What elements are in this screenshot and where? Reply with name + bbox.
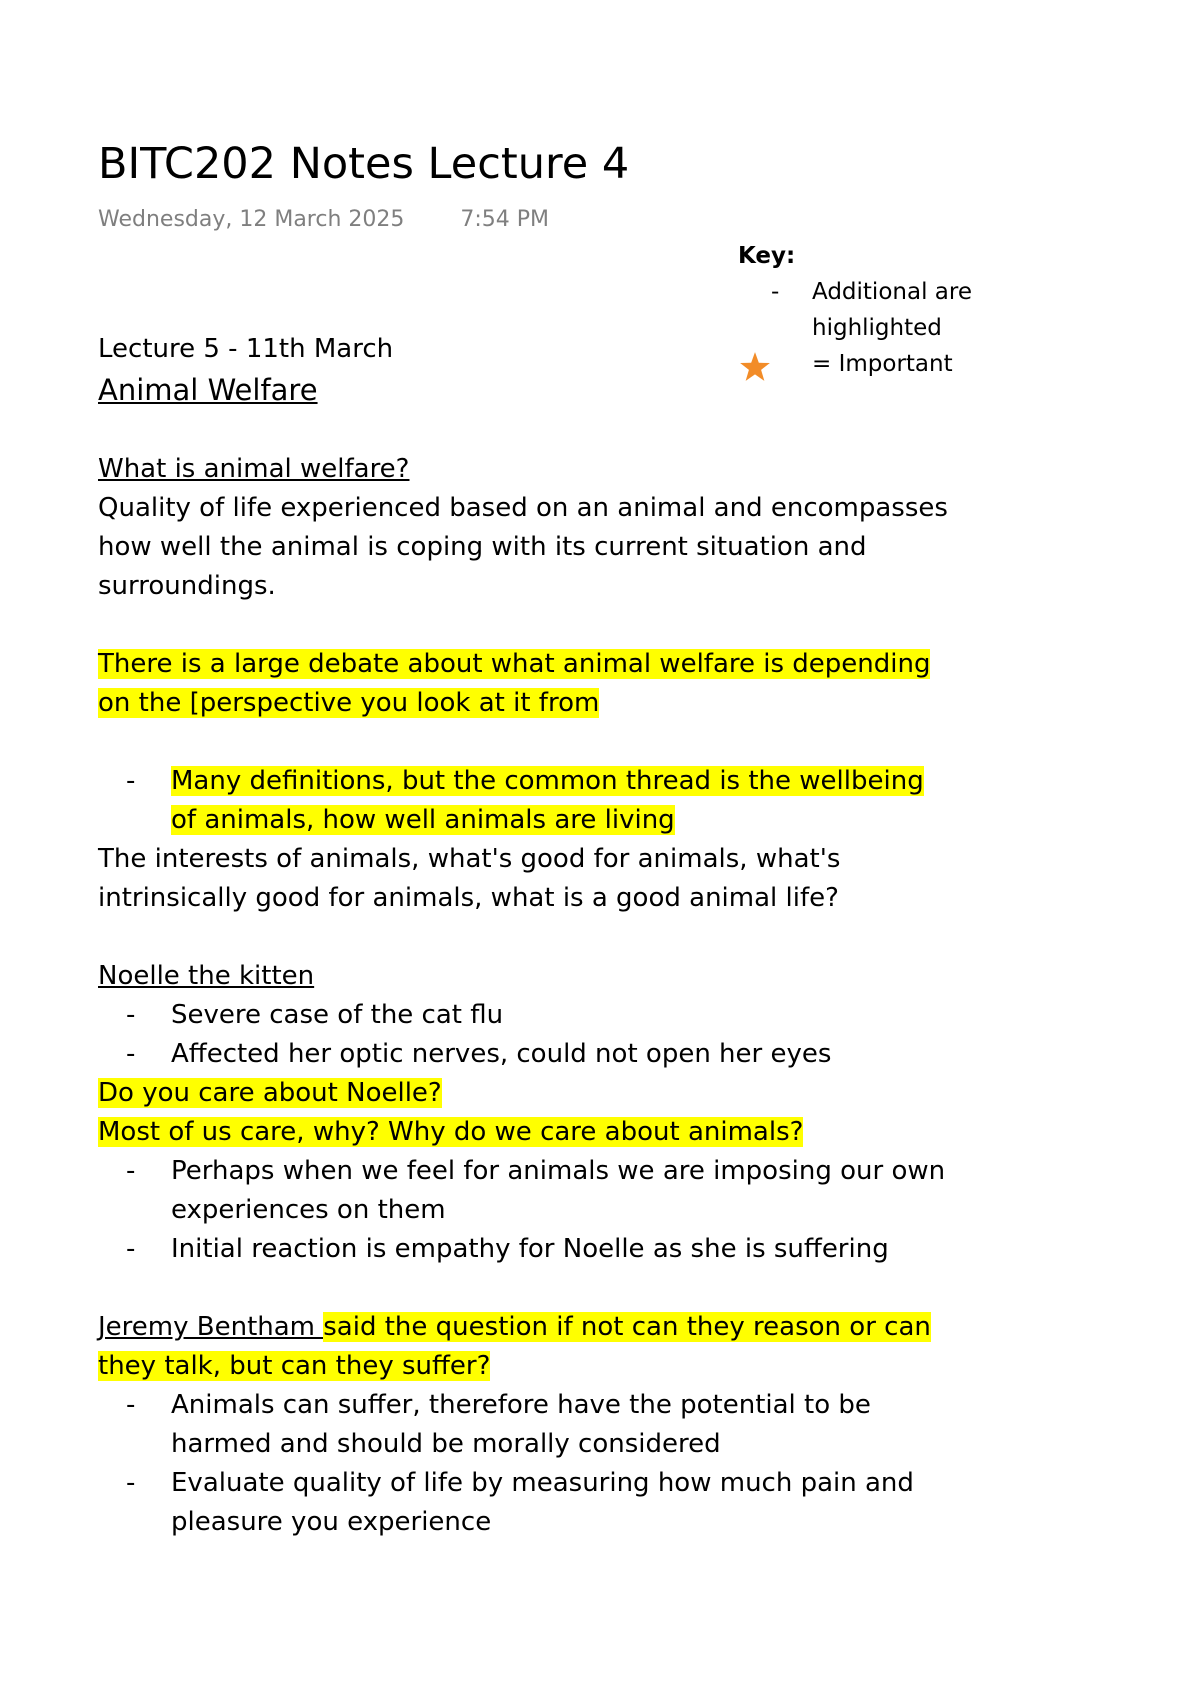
key-highlight-label: Additional are highlighted [812, 279, 972, 341]
key-title: Key: [738, 243, 796, 269]
key-star-label: = Important [812, 351, 953, 377]
bentham-quote: said the question if not can they reason or can they talk, but can they suffer? [98, 1312, 931, 1381]
bentham-name: Jeremy Bentham [98, 1312, 324, 1342]
bullet-dash: - [126, 1234, 136, 1264]
care-question-1 [98, 1074, 978, 1113]
debate-text: There is a large debate about what animal welfare is depending on the [perspective you look at it from [98, 649, 931, 718]
bullet-dash: - [126, 766, 136, 796]
definition-paragraph: Quality of life experienced based on an animal and encompasses how well the animal is coping with its current situation and surroundings. [98, 493, 948, 601]
page-date: Wednesday, 12 March 2025 [98, 207, 405, 232]
list-item [98, 996, 978, 1035]
list-item-text: Affected her optic nerves, could not open her eyes [171, 1039, 832, 1069]
bentham-list [98, 1386, 978, 1542]
definitions-list [98, 762, 978, 840]
list-item [98, 1230, 978, 1269]
care-question-2-text: Most of us care, why? Why do we care about animals? [98, 1117, 804, 1147]
noelle-heading: Noelle the kitten [98, 961, 315, 991]
bullet-dash: - [126, 1390, 136, 1420]
list-item-text: Animals can suffer, therefore have the potential to be harmed and should be morally considered [171, 1390, 871, 1459]
question-heading: What is animal welfare? [98, 454, 410, 484]
bullet-dash: - [126, 1039, 136, 1069]
page-title: BITC202 Notes Lecture 4 [98, 139, 630, 189]
list-item [98, 1386, 951, 1464]
list-item [98, 1035, 978, 1074]
debate-paragraph [98, 645, 938, 723]
note-content [98, 330, 978, 1542]
list-item-text: Perhaps when we feel for animals we are imposing our own experiences on them [171, 1156, 946, 1225]
list-item-text: Many definitions, but the common thread is the wellbeing of animals, how well animals are living [171, 766, 924, 835]
list-item [98, 1152, 951, 1230]
lecture-line: Lecture 5 - 11th March [98, 334, 394, 364]
care-question-2 [98, 1113, 978, 1152]
bentham-paragraph [98, 1308, 948, 1386]
list-item-text: Severe case of the cat flu [171, 1000, 504, 1030]
page-time: 7:54 PM [460, 207, 550, 232]
list-item-text: Evaluate quality of life by measuring how much pain and pleasure you experience [171, 1468, 914, 1537]
list-item-text: Initial reaction is empathy for Noelle as she is suffering [171, 1234, 889, 1264]
list-item [98, 762, 951, 840]
care-question-1-text: Do you care about Noelle? [98, 1078, 442, 1108]
noelle-list [98, 996, 978, 1074]
bullet-dash: - [126, 1468, 136, 1498]
key-dash: - [771, 279, 780, 305]
bullet-dash: - [126, 1000, 136, 1030]
section-title: Animal Welfare [98, 373, 318, 407]
list-item [98, 1464, 961, 1542]
bullet-dash: - [126, 1156, 136, 1186]
interests-paragraph: The interests of animals, what's good for animals, what's intrinsically good for animals, what is a good animal life? [98, 844, 841, 913]
care-list [98, 1152, 978, 1269]
page-meta [98, 207, 549, 232]
